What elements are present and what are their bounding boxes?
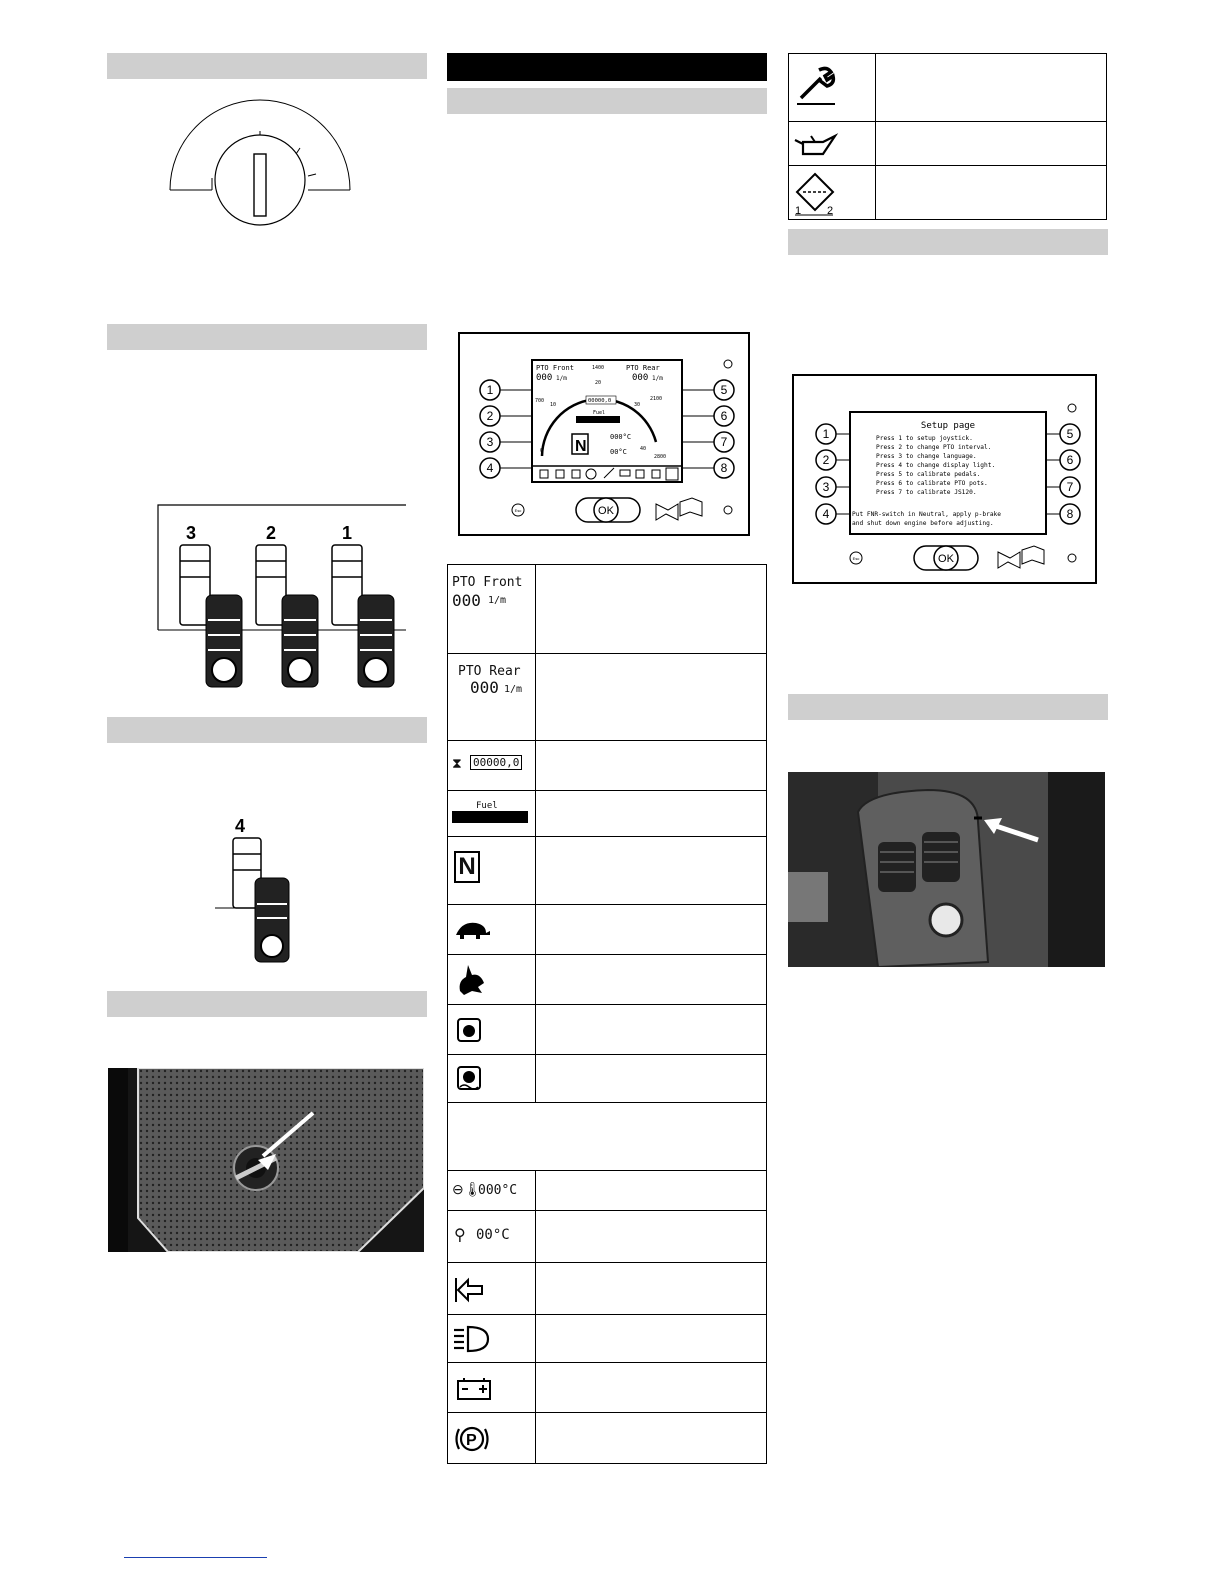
section-header-bar <box>447 88 767 114</box>
display-button-3[interactable]: 3 <box>486 435 494 449</box>
display-button-4[interactable]: 4 <box>486 461 494 475</box>
section-header-bar <box>788 694 1108 720</box>
rabbit-icon <box>454 963 488 997</box>
rotary-switch-diagram <box>150 96 370 236</box>
lcd-pto-front-unit: 1/m <box>556 375 567 382</box>
display-button-7[interactable]: 7 <box>720 435 728 449</box>
fuel-gauge-icon <box>452 811 528 823</box>
lcd-hydraulic-temp: 00°C <box>610 448 627 456</box>
gauge-tick-0: 0 <box>540 448 544 454</box>
lcd-pto-rear-value: 000 <box>632 373 649 383</box>
table-row <box>789 122 1106 166</box>
lcd-fuel-label: Fuel <box>593 410 606 416</box>
gauge-tick-700: 700 <box>535 398 545 404</box>
setup-line-3: Press 3 to change language. <box>876 453 977 460</box>
table-row <box>448 791 766 837</box>
setup-button-1[interactable]: 1 <box>822 427 830 441</box>
hydraulic-temp-icon: ⚲ <box>454 1227 466 1244</box>
turtle-icon <box>452 919 492 941</box>
hour-counter-value: 00000,0 <box>470 755 522 770</box>
section-header-bar <box>107 991 427 1017</box>
headlight-icon <box>452 1325 492 1353</box>
instrument-display-panel <box>458 332 750 536</box>
hydraulic-temp-value: 00°C <box>476 1227 510 1243</box>
display-esc-button[interactable]: Esc <box>514 508 522 513</box>
table-row <box>448 565 766 654</box>
table-row <box>448 955 766 1005</box>
section-header-bar <box>107 53 427 79</box>
display-button-2[interactable]: 2 <box>486 409 494 423</box>
table-row <box>448 1315 766 1363</box>
battery-switch-photo <box>108 1068 424 1252</box>
lcd-engine-temp: 000°C <box>610 433 632 441</box>
service-icon-table <box>788 53 1107 220</box>
pto-front-value: 000 <box>452 591 481 610</box>
setup-esc-button[interactable]: Esc <box>852 556 860 561</box>
four-wheel-drive-icon <box>456 1017 482 1043</box>
lcd-gear-indicator: N <box>575 438 587 455</box>
setup-line-1: Press 1 to setup joystick. <box>876 435 973 442</box>
joystick-photo <box>788 772 1105 967</box>
display-button-5[interactable]: 5 <box>720 383 728 397</box>
neutral-gear-icon: N <box>454 851 480 883</box>
parking-brake-icon <box>454 1423 490 1455</box>
setup-ok-button[interactable]: OK <box>938 553 954 565</box>
setup-line-2: Press 2 to change PTO interval. <box>876 444 992 451</box>
svg-text:P: P <box>466 1432 477 1449</box>
service-interval-label-1: 1 <box>795 205 802 217</box>
setup-page-display <box>792 374 1097 584</box>
table-row <box>448 1363 766 1413</box>
pto-rear-value: 000 <box>470 678 499 697</box>
table-row <box>448 654 766 741</box>
table-row <box>448 1055 766 1103</box>
pto-rear-unit: 1/m <box>504 684 523 695</box>
pto-front-label: PTO Front <box>452 575 523 590</box>
engine-temp-value: 000°C <box>478 1183 518 1198</box>
lcd-pto-front-value: 000 <box>536 373 553 383</box>
oil-can-icon <box>793 130 839 160</box>
table-row <box>448 1171 766 1211</box>
hourglass-icon: ⧗ <box>452 755 462 771</box>
lcd-pto-rear-label: PTO Rear <box>626 364 660 372</box>
section-header-bar <box>107 717 427 743</box>
table-row <box>448 741 766 791</box>
setup-button-6[interactable]: 6 <box>1066 453 1074 467</box>
battery-icon <box>456 1377 492 1401</box>
wrench-icon <box>795 64 837 106</box>
table-row <box>448 1263 766 1315</box>
service-interval-label-2: 2 <box>827 205 834 217</box>
gauge-tick-1400: 1400 <box>592 365 605 371</box>
setup-button-5[interactable]: 5 <box>1066 427 1074 441</box>
gauge-tick-20: 20 <box>595 380 602 386</box>
display-icon-table <box>447 564 767 1464</box>
section-header-bar <box>107 324 427 350</box>
setup-button-7[interactable]: 7 <box>1066 480 1074 494</box>
gauge-tick-10: 10 <box>550 402 557 408</box>
service-interval-icon <box>793 172 837 216</box>
table-row <box>789 54 1106 122</box>
setup-button-8[interactable]: 8 <box>1066 507 1074 521</box>
table-row <box>789 166 1106 219</box>
setup-line-4: Press 4 to change display light. <box>876 462 996 469</box>
coupling-label-3: 3 <box>186 523 197 543</box>
setup-line-6: Press 6 to calibrate PTO pots. <box>876 480 988 487</box>
table-row <box>448 1103 766 1171</box>
display-button-1[interactable]: 1 <box>486 383 494 397</box>
display-ok-button[interactable]: OK <box>598 505 614 517</box>
setup-warning-line-1: Put FNR-switch in Neutral, apply p-brake <box>852 511 1002 518</box>
table-row <box>448 1211 766 1263</box>
setup-button-2[interactable]: 2 <box>822 453 830 467</box>
fuel-label: Fuel <box>476 801 498 811</box>
display-button-6[interactable]: 6 <box>720 409 728 423</box>
setup-page-title: Setup page <box>920 421 976 431</box>
table-row <box>448 1413 766 1463</box>
gauge-tick-2100: 2100 <box>650 396 663 402</box>
setup-warning-line-2: and shut down engine before adjusting. <box>852 520 994 527</box>
coupling-label-4: 4 <box>235 816 246 836</box>
coupling-label-1: 1 <box>342 523 353 543</box>
setup-line-5: Press 5 to calibrate pedals. <box>876 471 981 478</box>
diff-lock-icon <box>456 1065 482 1093</box>
gauge-tick-40: 40 <box>640 446 647 452</box>
lcd-pto-front-label: PTO Front <box>536 364 574 372</box>
lcd-hour-counter: 00000,0 <box>588 398 612 404</box>
display-button-8[interactable]: 8 <box>720 461 728 475</box>
table-row <box>448 905 766 955</box>
table-row <box>448 837 766 905</box>
lcd-pto-rear-unit: 1/m <box>652 375 663 382</box>
footer-link-underline <box>124 1557 267 1558</box>
hydraulic-coupling-4-diagram <box>215 812 295 962</box>
engine-temp-icon: ⊖🌡 <box>452 1181 482 1197</box>
pto-front-unit: 1/m <box>488 595 507 606</box>
setup-line-7: Press 7 to calibrate JS120. <box>876 489 977 496</box>
chapter-title-bar <box>447 53 767 81</box>
table-row <box>448 1005 766 1055</box>
gauge-tick-30: 30 <box>634 402 641 408</box>
pto-rear-label: PTO Rear <box>458 664 521 679</box>
coupling-label-2: 2 <box>266 523 277 543</box>
section-header-bar <box>788 229 1108 255</box>
setup-button-4[interactable]: 4 <box>822 507 830 521</box>
setup-button-3[interactable]: 3 <box>822 480 830 494</box>
gauge-tick-2800: 2800 <box>654 454 667 460</box>
hydraulic-couplings-diagram <box>148 495 408 695</box>
turn-signal-icon <box>454 1277 484 1303</box>
